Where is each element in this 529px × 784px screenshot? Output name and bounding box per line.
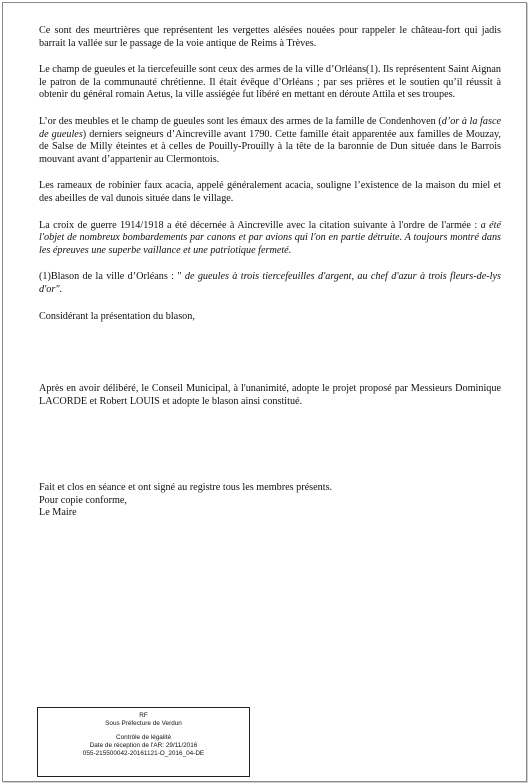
paragraph-text: La croix de guerre 1914/1918 a été décernée à Aincreville avec la citation suivante à l'ordre de l'armée : [39, 219, 481, 231]
stamp-reference: 055-215500042-20161121-O_2016_04-DE [82, 750, 205, 758]
paragraph-deliberation: Après en avoir délibéré, le Conseil Municipal, à l'unanimité, adopte le projet proposé par Messieurs Dominique LACORDE et Robert LOUIS et adopte le blason ainsi constitué. [39, 383, 501, 407]
document-body [39, 25, 501, 520]
paragraph-text: ) derniers seigneurs d’Aincreville avant 1790. Cette famille était apparentée aux familles de Mouzay, de Salse de Milly éteintes et à celles de Pouilly-Prouilly à la tête de la baronnie de Dun située dans le Barrois mouvant avant d’appartenir au Clermontois. [39, 128, 501, 165]
spacer [39, 422, 501, 482]
closing-line: Fait et clos en séance et ont signé au registre tous les membres présents. [39, 482, 333, 494]
closing-block [39, 482, 501, 520]
document-page [2, 2, 527, 782]
italic-blazon: d’or à la fasce de gueules [39, 115, 501, 140]
paragraph-orleans-arms: Le champ de gueules et la tiercefeuille sont ceux des armes de la ville d’Orléans(1). Ils représentent Saint Aignan le patron de la communauté chrétienne. Il était évêque d’Orléans ; par ses prières et le soutien qu’il réussit à obtenir du général romain Aetus, la ville assiégée fut libéré en mettant en déroute Attila et ses troupes. [39, 64, 501, 101]
stamp-prefecture: Sous Préfecture de Verdun [105, 720, 182, 728]
stamp-rf: RF [139, 712, 148, 719]
paragraph-text: (1)Blason de la ville d’Orléans : " [39, 271, 185, 283]
signature-label: Le Maire [39, 507, 77, 519]
closing-line: Pour copie conforme, [39, 494, 127, 506]
italic-blazon: de gueules à trois tiercefeuilles d'argent, au chef d'azur à trois fleurs-de-lys d'or". [39, 271, 501, 295]
spacer [39, 337, 501, 383]
legality-stamp [37, 707, 250, 777]
stamp-control: Contrôle de légalité [115, 733, 172, 741]
italic-citation: a été l'objet de nombreux bombardements par canons et par avions qui l'on en partie détruite. A toujours montré dans les épreuves une superbe vaillance et une patriotique fermeté. [39, 219, 501, 256]
paragraph-considerant: Considérant la présentation du blason, [39, 310, 195, 322]
paragraph-text: L’or des meubles et le champ de gueules sont les émaux des armes de la famille de Condenhoven ( [39, 115, 442, 127]
footnote-orleans-blason [39, 271, 501, 296]
paragraph-acacia: Les rameaux de robinier faux acacia, appelé généralement acacia, souligne l’existence de la maison du miel et des abeilles de val dunois située dans le village. [39, 180, 501, 204]
paragraph-meurtrieres: Ce sont des meurtrières que représentent les vergettes alésées nouées pour rappeler le château-fort qui jadis barrait la vallée sur le passage de la voie antique de Reims à Trèves. [39, 25, 501, 49]
paragraph-condenhoven [39, 116, 501, 166]
stamp-date: Date de réception de l'AR: 29/11/2016 [89, 741, 198, 749]
paragraph-croix-de-guerre [39, 220, 501, 258]
